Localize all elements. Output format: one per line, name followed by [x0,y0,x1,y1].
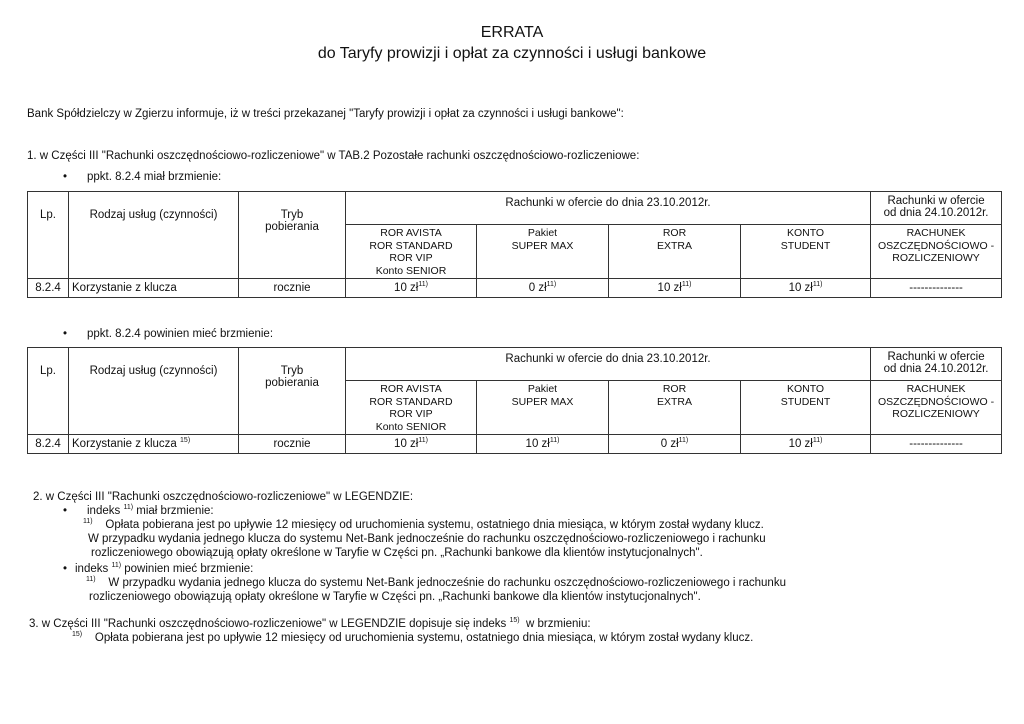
row-service-name: Korzystanie z klucza [69,279,239,298]
bullet-old-label: ppkt. 8.2.4 miał brzmienie: [87,171,222,183]
row-value-ror: 10 $zł^{11)}$ [346,435,477,454]
header-offer-new: Rachunki w ofercie od dnia 24.10.2012r. [871,192,1002,225]
row-value-rachunek: -------------- [871,435,1002,454]
row-lp: 8.2.4 [28,279,69,298]
tariff-table-new [27,347,1002,454]
bullet-icon: • [63,171,68,183]
row-tryb: rocznie [239,279,346,298]
point-3-line-1: $^{15)}$ Opłata pobierana jest po upływie 12 miesięcy od uruchomienia systemu, ostatniego dnia miesiąca, w którym został wydany klucz. [72,631,754,644]
header-rodzaj: Rodzaj usług (czynności) [69,348,239,435]
point-2: 2. w Części III "Rachunki oszczędnościowo-rozliczeniowe" w LEGENDZIE: [33,491,414,503]
table-row [28,435,1002,454]
point-3: 3. w Części III "Rachunki oszczędnościowo-rozliczeniowe" w LEGENDZIE dopisuje się indeks $^{15)}$ w brzmieniu: [29,617,591,630]
header-lp: Lp. [28,192,69,279]
row-value-student: 10 $zł^{11)}$ [741,279,871,298]
tariff-table-old [27,191,1002,298]
row-value-pakiet: 10 $zł^{11)}$ [477,435,609,454]
table-row [28,279,1002,298]
bullet-new-wording [63,327,273,341]
header-tryb: Tryb pobierania [239,192,346,279]
subheader-konto-student: KONTO STUDENT [741,225,871,279]
point-2-new-line-1: $^{11)}$ W przypadku wydania jednego klucza do systemu Net-Bank jednocześnie do rachunku oszczędnościowo-rozliczeniowego i rachunku [86,576,786,589]
row-tryb: rocznie [239,435,346,454]
row-lp: 8.2.4 [28,435,69,454]
bullet-icon: • [63,328,68,340]
bullet-icon: • [63,563,68,575]
header-offer-new: Rachunki w ofercie od dnia 24.10.2012r. [871,348,1002,381]
header-lp: Lp. [28,348,69,435]
row-value-extra: 0 $zł^{11)}$ [609,435,741,454]
subheader-konto-student: KONTO STUDENT [741,381,871,435]
point-2-bullet-new: • indeks $^{11)}$ powinien mieć brzmienie: [63,562,254,575]
subheader-ror: ROR AVISTA ROR STANDARD ROR VIP Konto SENIOR [346,381,477,435]
row-value-ror: 10 $zł^{11)}$ [346,279,477,298]
bullet-new-label: ppkt. 8.2.4 powinien mieć brzmienie: [87,328,274,340]
point-2-new-line-2: rozliczeniowego obowiązują opłaty określone w Taryfie w Części pn. „Rachunki bankowe dla klientów instytucjonalnych". [89,591,701,603]
point-2-old-line-2: W przypadku wydania jednego klucza do systemu Net-Bank jednocześnie do rachunku oszczędnościowo-rozliczeniowego i rachunku [88,533,766,545]
document-title: ERRATA [480,24,544,41]
point-2-old-line-3: rozliczeniowego obowiązują opłaty określone w Taryfie w Części pn. „Rachunki bankowe dla klientów instytucjonalnych". [91,547,703,559]
row-service-name: Korzystanie z klucza $^{15)}$ [69,435,239,454]
row-value-rachunek: -------------- [871,279,1002,298]
subheader-rachunek: RACHUNEK OSZCZĘDNOŚCIOWO - ROZLICZENIOWY [871,225,1002,279]
header-rodzaj: Rodzaj usług (czynności) [69,192,239,279]
point-1: 1. w Części III "Rachunki oszczędnościowo-rozliczeniowe" w TAB.2 Pozostałe rachunki oszczędnościowo-rozliczeniowe: [27,150,640,162]
subheader-ror: ROR AVISTA ROR STANDARD ROR VIP Konto SENIOR [346,225,477,279]
subheader-rachunek: RACHUNEK OSZCZĘDNOŚCIOWO - ROZLICZENIOWY [871,381,1002,435]
subheader-ror-extra: ROR EXTRA [609,225,741,279]
subheader-ror-extra: ROR EXTRA [609,381,741,435]
intro-text: Bank Spółdzielczy w Zgierzu informuje, iż w treści przekazanej "Taryfy prowizji i opłat za czynności i usługi bankowe": [27,108,624,120]
point-2-old-line-1: $^{11)}$ Opłata pobierana jest po upływie 12 miesięcy od uruchomienia systemu, ostatniego dnia miesiąca, w którym został wydany klucz. [83,518,764,531]
bullet-old-wording [63,170,221,184]
point-2-bullet-old: • indeks $^{11)}$ miał brzmienie: [63,504,214,517]
subheader-pakiet: Pakiet SUPER MAX [477,381,609,435]
row-value-pakiet: 0 $zł^{11)}$ [477,279,609,298]
header-offer-old: Rachunki w ofercie do dnia 23.10.2012r. [346,192,871,225]
document-subtitle: do Taryfy prowizji i opłat za czynności i usługi bankowe [317,45,707,62]
header-offer-old: Rachunki w ofercie do dnia 23.10.2012r. [346,348,871,381]
bullet-icon: • [63,505,68,517]
row-value-student: 10 $zł^{11)}$ [741,435,871,454]
header-tryb: Tryb pobierania [239,348,346,435]
subheader-pakiet: Pakiet SUPER MAX [477,225,609,279]
row-value-extra: 10 $zł^{11)}$ [609,279,741,298]
